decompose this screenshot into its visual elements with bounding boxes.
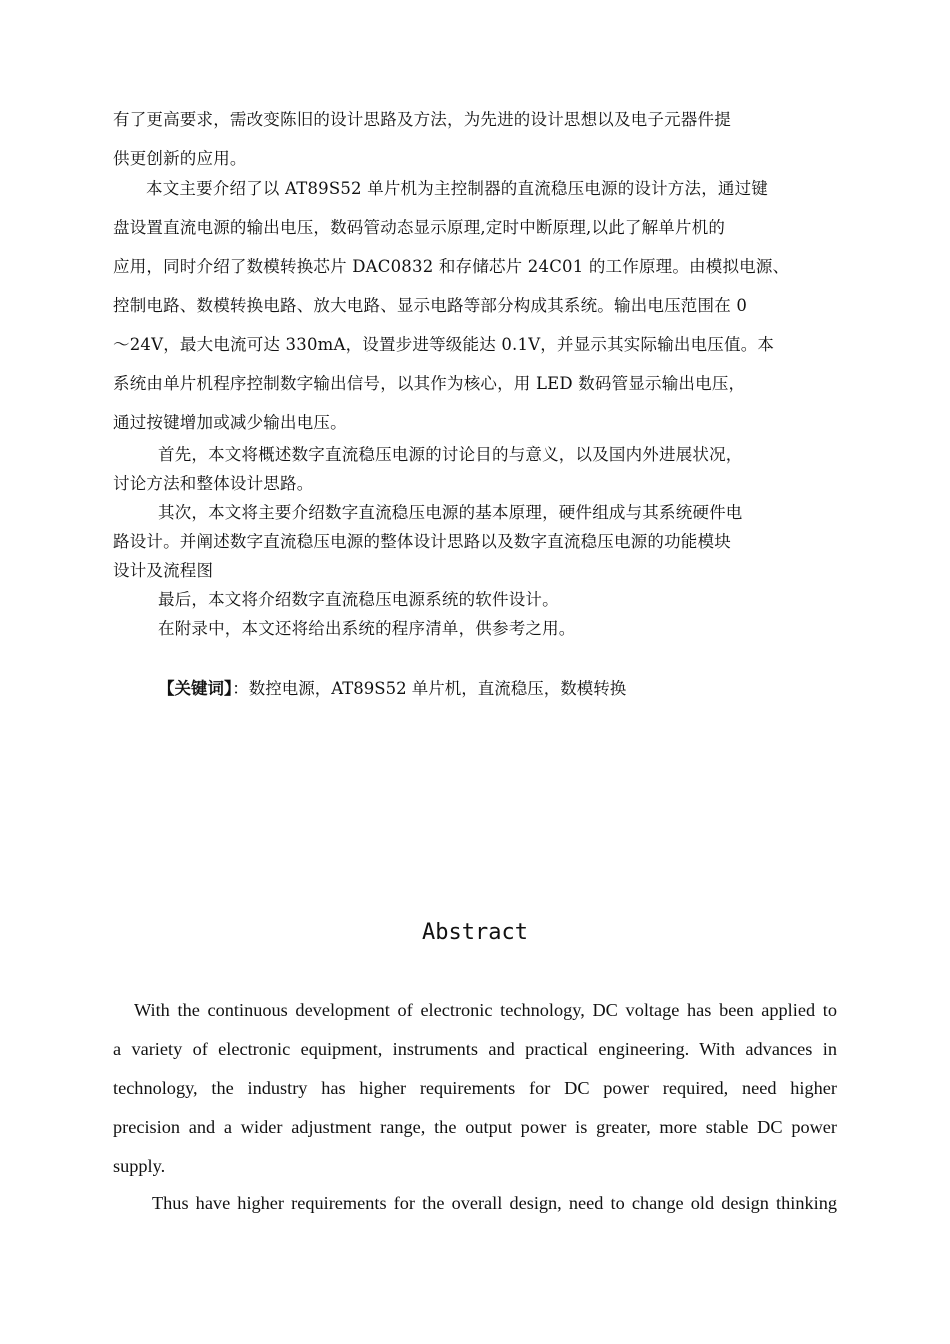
text-line: 在附录中，本文还将给出系统的程序清单，供参考之用。 (158, 619, 576, 638)
text-line: 供更创新的应用。 (113, 149, 247, 168)
text-line: 系统由单片机程序控制数字输出信号，以其作为核心，用 LED 数码管显示输出电压， (113, 374, 746, 393)
text-line: 通过按键增加或减少输出电压。 (113, 413, 347, 432)
text-line: 应用，同时介绍了数模转换芯片 DAC0832 和存储芯片 24C01 的工作原理。由模拟电源、 (113, 257, 790, 276)
text-line: 控制电路、数模转换电路、放大电路、显示电路等部分构成其系统。输出电压范围在 0 (113, 296, 748, 315)
abstract-title: Abstract (422, 920, 528, 945)
text-line: Thus have higher requirements for the overall design, need to change old design thinking (152, 1193, 837, 1213)
text-line: With the continuous development of electronic technology, DC voltage has been applied to (134, 1000, 837, 1020)
text-line: precision and a wider adjustment range, the output power is greater, more stable DC power (113, 1117, 837, 1137)
text-line: ～24V，最大电流可达 330mA，设置步进等级能达 0.1V，并显示其实际输出电压值。本 (113, 335, 775, 354)
text-line: supply. (113, 1156, 166, 1176)
en-paragraph-1 (113, 991, 837, 1186)
keywords-text: ：数控电源，AT89S52 单片机，直流稳压，数模转换 (232, 679, 627, 698)
cn-paragraph-intro (113, 169, 837, 442)
text-line: a variety of electronic equipment, instruments and practical engineering. With advances in (113, 1039, 837, 1059)
keywords-label: 【关键词】 (158, 679, 233, 698)
keywords-line (158, 674, 626, 703)
text-line: technology, the industry has higher requirements for DC power required, need higher (113, 1078, 837, 1098)
cn-paragraph-continued (113, 100, 837, 178)
en-paragraph-2 (113, 1184, 837, 1223)
text-line: 路设计。并阐述数字直流稳压电源的整体设计思路以及数字直流稳压电源的功能模块 (113, 532, 731, 551)
text-line: 最后，本文将介绍数字直流稳压电源系统的软件设计。 (158, 590, 559, 609)
cn-paragraph-outline (113, 440, 837, 643)
text-line: 讨论方法和整体设计思路。 (113, 474, 314, 493)
text-line: 有了更高要求，需改变陈旧的设计思路及方法，为先进的设计思想以及电子元器件提 (113, 110, 731, 129)
text-line: 其次，本文将主要介绍数字直流稳压电源的基本原理，硬件组成与其系统硬件电 (158, 503, 743, 522)
text-line: 本文主要介绍了以 AT89S52 单片机为主控制器的直流稳压电源的设计方法，通过键 (146, 179, 769, 198)
text-line: 盘设置直流电源的输出电压，数码管动态显示原理,定时中断原理,以此了解单片机的 (113, 218, 726, 237)
text-line: 设计及流程图 (113, 561, 214, 580)
text-line: 首先，本文将概述数字直流稳压电源的讨论目的与意义，以及国内外进展状况， (158, 445, 743, 464)
